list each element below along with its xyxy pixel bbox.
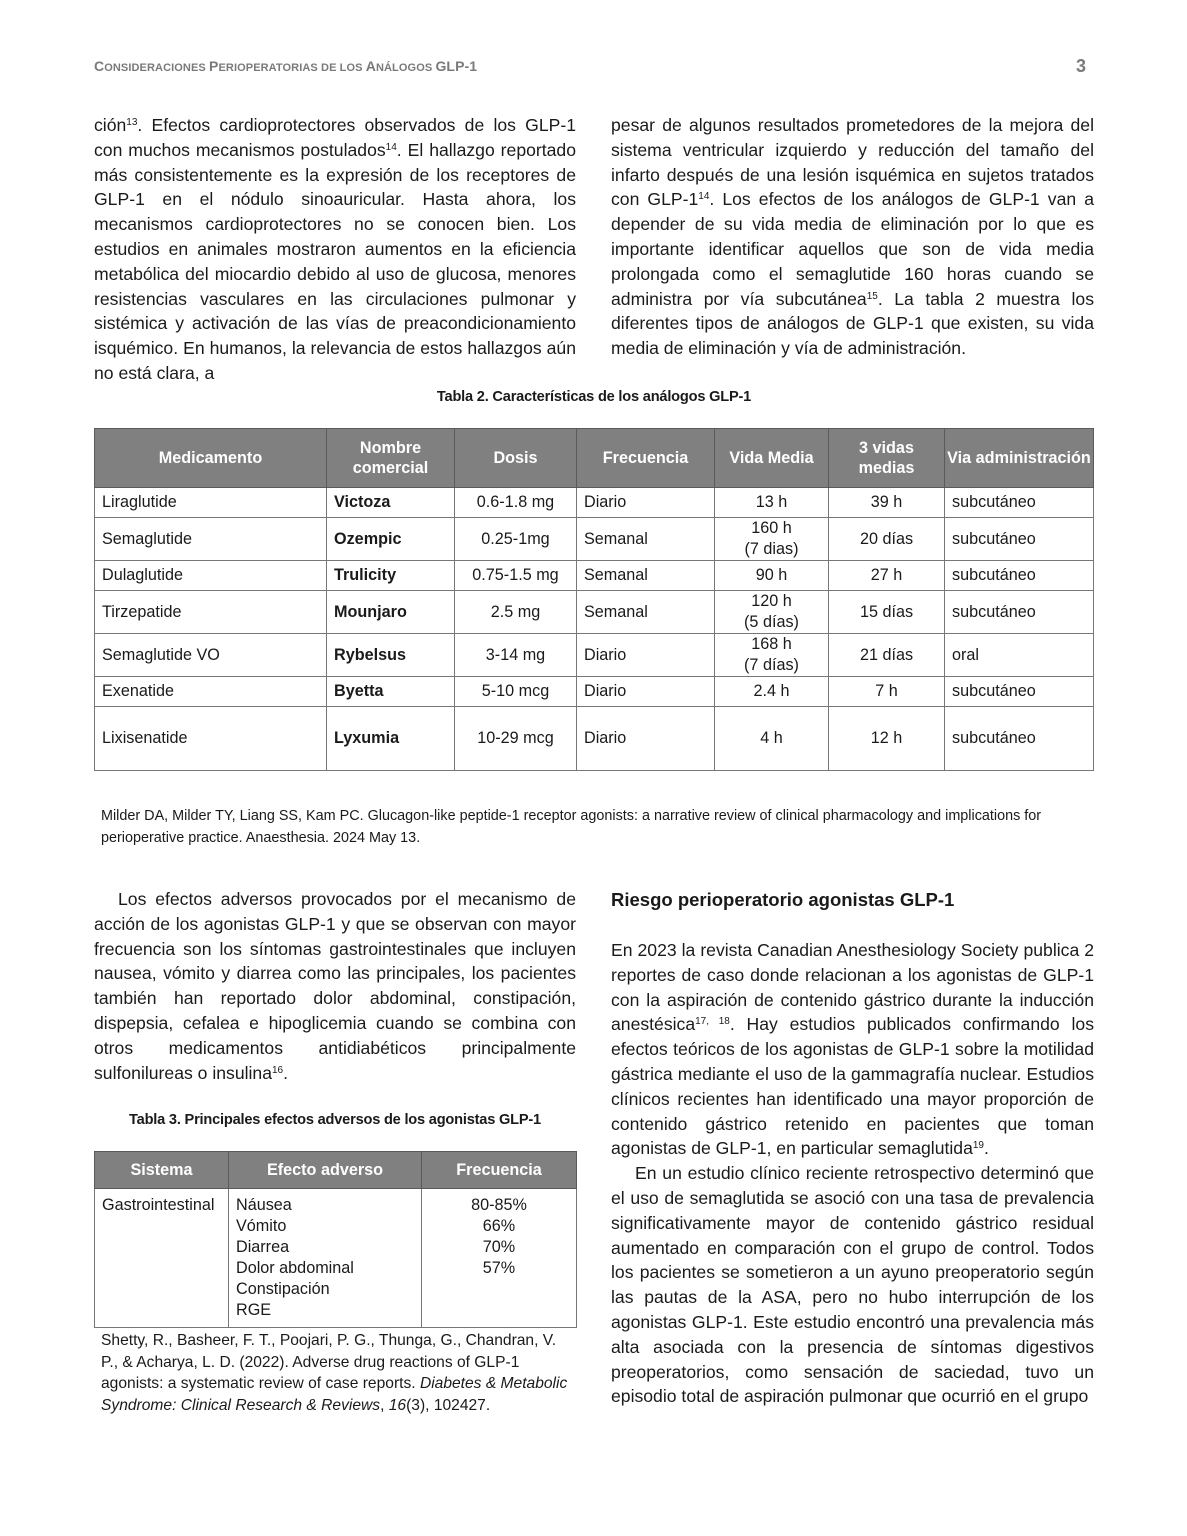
table2-brand-cell: Trulicity xyxy=(327,561,455,591)
frequency-item: 80-85% xyxy=(471,1196,527,1214)
reference-superscript: 13 xyxy=(126,117,138,128)
effect-item: Dolor abdominal xyxy=(236,1259,354,1277)
table2-header-cell: Vida Media xyxy=(715,429,829,488)
table2-medication-cell: Tirzepatide xyxy=(95,591,327,634)
table2 xyxy=(94,428,1094,771)
table2-header-cell: Via administración xyxy=(945,429,1094,488)
table3-source: Shetty, R., Basheer, F. T., Poojari, P. G., Thunga, G., Chandran, V. P., & Acharya, L. D. (2022). Adverse drug reactions of GLP-1 agonists: a systematic review of case reports. Diabetes & Metabolic Syndrome: Clinical Research & Reviews, 16(3), 102427. xyxy=(101,1332,568,1414)
table2-medication-cell: Lixisenatide xyxy=(95,707,327,771)
table2-three-half-lives-cell: 27 h xyxy=(829,561,945,591)
table3-system-cell: Gastrointestinal xyxy=(95,1189,229,1328)
page-number: 3 xyxy=(1076,56,1087,76)
table2-frequency-cell: Diario xyxy=(577,677,715,707)
table3-header-cell: Efecto adverso xyxy=(229,1152,422,1189)
table2-frequency-cell: Semanal xyxy=(577,561,715,591)
reference-superscript: 17, 18 xyxy=(695,1016,730,1028)
table-row xyxy=(95,707,1094,771)
table2-three-half-lives-cell: 39 h xyxy=(829,488,945,518)
table2-brand-cell: Byetta xyxy=(327,677,455,707)
table2-dose-cell: 10-29 mcg xyxy=(455,707,577,771)
table2-dose-cell: 0.25-1mg xyxy=(455,518,577,561)
table2-brand-cell: Mounjaro xyxy=(327,591,455,634)
table2-three-half-lives-cell: 21 días xyxy=(829,634,945,677)
body-column-bottom-right xyxy=(611,938,1094,1409)
reference-superscript: 15 xyxy=(866,290,878,302)
table2-dose-cell: 5-10 mcg xyxy=(455,677,577,707)
effect-item: Vómito xyxy=(236,1217,287,1235)
running-header-part: CONSIDERACIONES xyxy=(94,58,210,74)
reference-superscript: 16 xyxy=(272,1064,284,1076)
reference-superscript: 14 xyxy=(385,141,397,153)
effect-item: RGE xyxy=(236,1301,272,1319)
table2-route-cell: subcutáneo xyxy=(945,561,1094,591)
frequency-item: 70% xyxy=(482,1238,516,1256)
frequency-item: 66% xyxy=(482,1217,516,1235)
table3-header-row xyxy=(95,1152,577,1189)
table2-three-half-lives-cell: 20 días xyxy=(829,518,945,561)
table2-medication-cell: Semaglutide VO xyxy=(95,634,327,677)
table3-header-cell: Frecuencia xyxy=(422,1152,577,1189)
table2-route-cell: subcutáneo xyxy=(945,707,1094,771)
frequency-item: 57% xyxy=(482,1259,516,1277)
table-row xyxy=(95,634,1094,677)
table2-route-cell: subcutáneo xyxy=(945,488,1094,518)
table2-dose-cell: 3-14 mg xyxy=(455,634,577,677)
table-row xyxy=(95,488,1094,518)
reference-superscript: 14 xyxy=(698,191,710,203)
table2-header-row xyxy=(95,429,1094,488)
effect-item: Constipación xyxy=(236,1280,330,1298)
journal-name: Diabetes & Metabolic Syndrome: Clinical Research & Reviews xyxy=(101,1375,568,1414)
table3-effects-cell xyxy=(229,1189,422,1328)
body-column-top-right xyxy=(611,113,1094,361)
paragraph: En un estudio clínico reciente retrospectivo determinó que el uso de semaglutida se asoció con una tasa de prevalencia significativamente mayor de contenido gástrico residual aumentado en comparación con el grupo de control. Todos los pacientes se sometieron a un ayuno preoperatorio según las pautas de la ASA, pero no hubo interrupción de los agonistas GLP-1. Este estudio encontró una prevalencia más alta asociada con la presencia de síntomas digestivos preoperatorios, como sensación de saciedad, tuvo un episodio total de aspiración pulmonar que ocurrió en el grupo xyxy=(611,1163,1094,1407)
table2-route-cell: oral xyxy=(945,634,1094,677)
table2-header-cell: Nombre comercial xyxy=(327,429,455,488)
table2-three-half-lives-cell: 12 h xyxy=(829,707,945,771)
table3 xyxy=(94,1151,577,1328)
table2-frequency-cell: Semanal xyxy=(577,591,715,634)
effect-item: Náusea xyxy=(236,1196,292,1214)
journal-volume: 16 xyxy=(388,1396,407,1414)
running-header xyxy=(94,58,477,74)
table2-three-half-lives-cell: 7 h xyxy=(829,677,945,707)
table2-dose-cell: 0.6-1.8 mg xyxy=(455,488,577,518)
running-header-tail: GLP-1 xyxy=(435,58,478,74)
table2-frequency-cell: Diario xyxy=(577,488,715,518)
table2-brand-cell: Rybelsus xyxy=(327,634,455,677)
table2-half-life-cell: 120 h (5 días) xyxy=(715,591,829,634)
table2-medication-cell: Dulaglutide xyxy=(95,561,327,591)
table2-route-cell: subcutáneo xyxy=(945,518,1094,561)
table2-half-life-cell: 2.4 h xyxy=(715,677,829,707)
running-header-part: PERIOPERATORIAS xyxy=(209,58,322,74)
table2-brand-cell: Ozempic xyxy=(327,518,455,561)
table2-caption: Tabla 2. Características de los análogos GLP-1 xyxy=(436,389,752,405)
paragraph: pesar de algunos resultados prometedores de la mejora del sistema ventricular izquierdo y reducción del tamaño del infarto después de una lesión isquémica en sujetos tratados con GLP-$1^{14}$. Los efectos de los análogos de GLP-1 van a depender de su vida media de eliminación por lo que es importante identificar aquellos que son de vida media prolongada como el semaglutide 160 horas cuando se administra por vía subcutánea$^{15}$. La tabla 2 muestra los diferentes tipos de análogos de GLP-1 que existen, su vida media de eliminación y vía de administración. xyxy=(611,115,1094,359)
paragraph: ción$^{13}$. Efectos cardioprotectores observados de los GLP-1 con muchos mecanismos postulados$^{14}$. El hallazgo reportado más consistentemente es la expresión de los receptores de GLP-1 en el nódulo sinoauricular. Hasta ahora, los mecanismos cardioprotectores no se conocen bien. Los estudios en animales mostraron aumentos en la eficiencia metabólica del miocardio debido al uso de glucosa, menores resistencias vasculares en las circulaciones pulmonar y sistémica y activación de las vías de preacondicionamiento isquémico. En humanos, la relevancia de estos hallazgos aún no está clara, a xyxy=(94,115,576,383)
table2-route-cell: subcutáneo xyxy=(945,591,1094,634)
table2-half-life-cell: 4 h xyxy=(715,707,829,771)
paragraph: Los efectos adversos provocados por el mecanismo de acción de los agonistas GLP-1 y que se observan con mayor frecuencia son los síntomas gastrointestinales que incluyen nausea, vómito y diarrea como las principales, los pacientes también han reportado dolor abdominal, constipación, dispepsia, cefalea e hipoglicemia cuando se combina con otros medicamentos antidiabéticos principalmente sulfonilureas o insulina$^{16}$. xyxy=(94,889,576,1083)
reference-superscript: 19 xyxy=(972,1140,984,1152)
table2-half-life-cell: 160 h (7 dias) xyxy=(715,518,829,561)
table2-medication-cell: Semaglutide xyxy=(95,518,327,561)
table2-frequency-cell: Diario xyxy=(577,634,715,677)
table-row xyxy=(95,677,1094,707)
table2-dose-cell: 2.5 mg xyxy=(455,591,577,634)
body-column-top-left xyxy=(94,113,576,386)
table2-medication-cell: Liraglutide xyxy=(95,488,327,518)
paragraph: En 2023 la revista Canadian Anesthesiology Society publica 2 reportes de caso donde relacionan a los agonistas de GLP-1 con la aspiración de contenido gástrico durante la inducción anestésica$^{17, 18}$. Hay estudios publicados confirmando los efectos teóricos de los agonistas de GLP-1 sobre la motilidad gástrica mediante el uso de la gammagrafía nuclear. Estudios clínicos recientes han identificado una mayor proporción de contenido gástrico retenido en pacientes que toman agonistas de GLP-1, en particular semaglutida$^{19}$. xyxy=(611,940,1094,1159)
table2-header-cell: Dosis xyxy=(455,429,577,488)
table3-caption: Tabla 3. Principales efectos adversos de los agonistas GLP-1 xyxy=(129,1112,541,1128)
table2-half-life-cell: 13 h xyxy=(715,488,829,518)
table2-half-life-cell: 168 h (7 días) xyxy=(715,634,829,677)
table3-header-cell: Sistema xyxy=(95,1152,229,1189)
table2-header-cell: 3 vidas medias xyxy=(829,429,945,488)
table2-half-life-cell: 90 h xyxy=(715,561,829,591)
table2-source: Milder DA, Milder TY, Liang SS, Kam PC. Glucagon-like peptide-1 receptor agonists: a narrative review of clinical pharmacology and implications for perioperative practice. Anaesthesia. 2024 May 13. xyxy=(101,808,1042,846)
table-row xyxy=(95,561,1094,591)
table2-medication-cell: Exenatide xyxy=(95,677,327,707)
running-header-part: DE LOS xyxy=(321,62,366,74)
effect-item: Diarrea xyxy=(236,1238,290,1256)
table2-frequency-cell: Diario xyxy=(577,707,715,771)
body-column-bottom-left xyxy=(94,887,576,1085)
table2-route-cell: subcutáneo xyxy=(945,677,1094,707)
table3-frequency-cell xyxy=(422,1189,577,1328)
table2-dose-cell: 0.75-1.5 mg xyxy=(455,561,577,591)
table2-header-cell: Frecuencia xyxy=(577,429,715,488)
running-header-part: ANÁLOGOS xyxy=(365,58,436,74)
table2-three-half-lives-cell: 15 días xyxy=(829,591,945,634)
table2-frequency-cell: Semanal xyxy=(577,518,715,561)
table-row xyxy=(95,1189,577,1328)
table-row xyxy=(95,591,1094,634)
table2-header-cell: Medicamento xyxy=(95,429,327,488)
section-heading: Riesgo perioperatorio agonistas GLP-1 xyxy=(611,889,955,910)
table2-brand-cell: Lyxumia xyxy=(327,707,455,771)
table-row xyxy=(95,518,1094,561)
table2-brand-cell: Victoza xyxy=(327,488,455,518)
